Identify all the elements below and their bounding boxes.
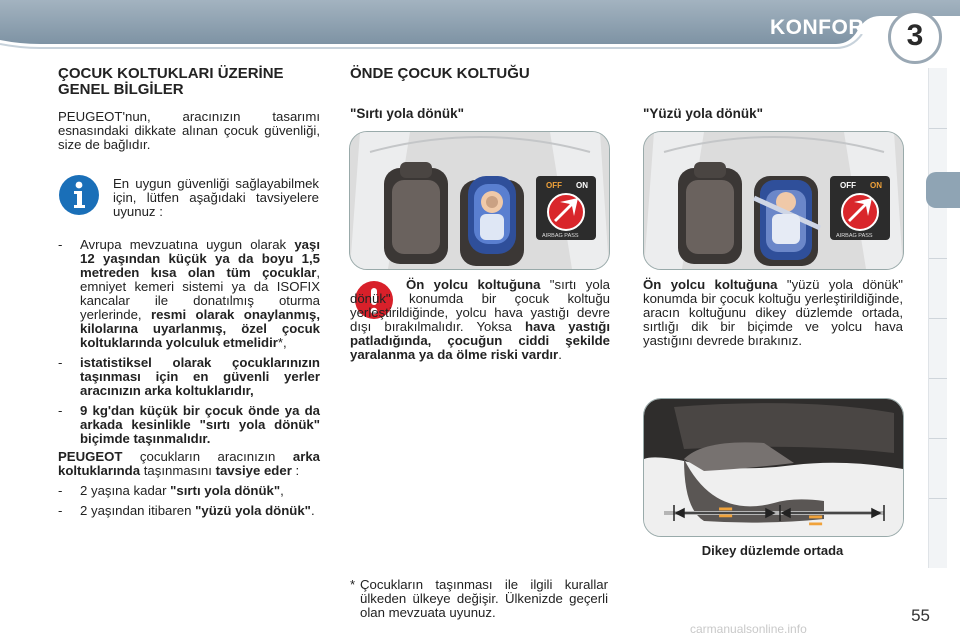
airbag-warning-text: Ön yolcu koltuğuna "sırtı yola dönük" konumda bir çocuk koltuğu yerleştirildiğinde, yolcu hava yastığı devre dışı bırakılmalıdır. Yoksa hava yastığı patladığında, çocuğun ciddi şekilde yaralanma ya da ölme riski vardır. [350, 277, 611, 362]
list-item: - 2 yaşından itibaren "yüzü yola dönük". [58, 503, 315, 518]
section-title: KONFOR [770, 16, 864, 39]
watermark: carmanualsonline.info [690, 622, 807, 636]
svg-text:OFF: OFF [840, 181, 856, 190]
equal-mark-left: = [718, 497, 734, 527]
svg-text:AIRBAG PASS: AIRBAG PASS [836, 233, 873, 239]
svg-text:ON: ON [576, 181, 588, 190]
passenger-seat-rear-facing-child-seat [460, 176, 524, 266]
driver-seat [678, 162, 742, 264]
list-item: - istatistiksel olarak çocuklarınızın taşınması için en güvenli yerler aracınızın arka koltuklarıdır, [58, 355, 320, 398]
page-number: 55 [911, 606, 930, 625]
seat-position-illustration [643, 398, 904, 537]
svg-text:ON: ON [870, 181, 882, 190]
rear-facing-subheading: "Sırtı yola dönük" [350, 106, 465, 121]
chapter-tab-active[interactable] [926, 172, 960, 208]
info-text: En uygun güvenliği sağlayabilmek için, lütfen aşağıdaki tavsiyelere uyunuz : [113, 176, 319, 219]
forward-facing-text: Ön yolcu koltuğuna "yüzü yola dönük" konumda bir çocuk koltuğu yerleştirildiğinde, aracın koltuğunu dikey düzlemde ortada, sırtlığı dik bir biçimde ve yolcu hava yastığını devrede bırakınız. [643, 277, 903, 348]
airbag-on-panel [830, 176, 890, 240]
rear-facing-illustration [349, 131, 610, 270]
passenger-seat-forward-facing-child-seat [754, 176, 820, 266]
driver-seat [384, 162, 448, 264]
equal-mark-right: = [808, 505, 824, 535]
left-heading: ÇOCUK KOLTUKLARI ÜZERİNE GENEL BİLGİLER [58, 65, 284, 98]
forward-facing-illustration [643, 131, 904, 270]
seat-position-caption: Dikey düzlemde ortada [701, 543, 844, 558]
list-item: - 9 kg'dan küçük bir çocuk önde ya da arkada kesinlikle "sırtı yola dönük" biçimde taşınmalıdır. [58, 403, 320, 446]
footnote: * Çocukların taşınması ile ilgili kurallar ülkeden ülkeye değişir. Ülkenizde geçerli olan mevzuata uyunuz. [350, 577, 608, 620]
list-item: - Avrupa mevzuatına uygun olarak yaşı 12 yaşından küçük ya da boyu 1,5 metreden kısa olan tüm çocuklar, emniyet kemeri sistemi ya da ISOFIX kancalar ile donatılmış oturma yerlerinde, resmi olarak onaylanmış, kilolarına uyarlanmış, özel çocuk koltuklarında yolculuk etmelidir*, [58, 237, 320, 350]
peugeot-recommendation: PEUGEOT çocukların aracınızın arka koltuklarında taşınmasını tavsiye eder : [58, 449, 320, 478]
forward-facing-subheading: "Yüzü yola dönük" [643, 106, 764, 121]
center-heading: ÖNDE ÇOCUK KOLTUĞU [350, 65, 530, 82]
chapter-number-badge: 3 [888, 10, 942, 64]
intro-paragraph: PEUGEOT'nun, aracınızın tasarımı esnasındaki dikkate alınan çocuk güvenliği, size de bağlıdır. [58, 109, 320, 152]
svg-text:OFF: OFF [546, 181, 562, 190]
recommendations [58, 238, 320, 524]
svg-text:AIRBAG PASS: AIRBAG PASS [542, 233, 579, 239]
info-icon [58, 174, 100, 216]
chapter-tabs [928, 68, 947, 568]
airbag-off-panel [536, 176, 596, 240]
list-item: - 2 yaşına kadar "sırtı yola dönük", [58, 483, 284, 498]
